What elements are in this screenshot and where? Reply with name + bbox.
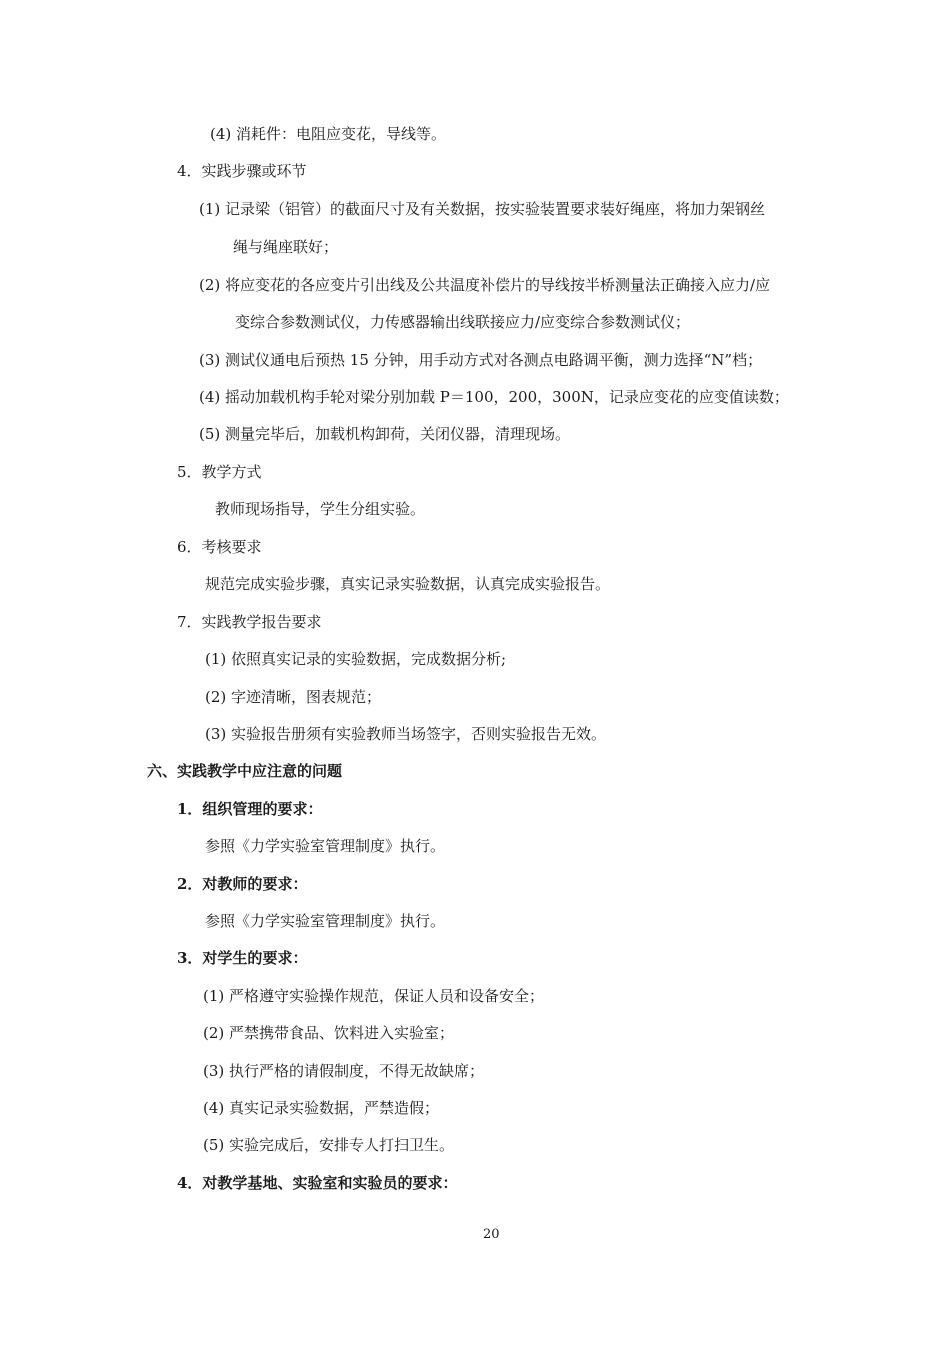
step-2-line-1: (2) 将应变花的各应变片引出线及公共温度补偿片的导线按半桥测量法正确接入应力/应 — [199, 276, 771, 294]
assessment-text: 规范完成实验步骤，真实记录实验数据，认真完成实验报告。 — [205, 575, 611, 593]
step-1-line-2: 绳与绳座联好； — [233, 238, 339, 256]
step-5: (5) 测量完毕后，加载机构卸荷，关闭仪器，清理现场。 — [199, 425, 571, 443]
teaching-method-heading: 5．教学方式 — [177, 463, 262, 481]
step-3: (3) 测试仪通电后预热 15 分钟，用手动方式对各测点电路调平衡，测力选择“N”档； — [199, 351, 763, 369]
assessment-heading: 6．考核要求 — [177, 538, 262, 556]
page-number: 20 — [483, 1227, 500, 1242]
step-2-line-2: 变综合参数测试仪，力传感器输出线联接应力/应变综合参数测试仪； — [235, 313, 691, 331]
section-6-title: 六、实践教学中应注意的问题 — [147, 762, 343, 780]
report-item-3: (3) 实验报告册须有实验教师当场签字，否则实验报告无效。 — [205, 725, 607, 743]
student-req-2: (2) 严禁携带食品、饮料进入实验室； — [203, 1024, 455, 1042]
student-req-heading: 3．对学生的要求： — [177, 949, 308, 967]
report-heading: 7．实践教学报告要求 — [177, 613, 322, 631]
org-management-heading: 1．组织管理的要求： — [177, 800, 323, 818]
steps-heading: 4．实践步骤或环节 — [177, 162, 307, 180]
report-item-2: (2) 字迹清晰，图表规范； — [205, 688, 382, 706]
student-req-1: (1) 严格遵守实验操作规范，保证人员和设备安全； — [203, 987, 545, 1005]
teaching-method-text: 教师现场指导，学生分组实验。 — [215, 500, 426, 518]
step-4: (4) 摇动加载机构手轮对梁分别加载 P＝100，200，300N，记录应变花的应变值读数； — [199, 388, 789, 406]
student-req-4: (4) 真实记录实验数据，严禁造假； — [203, 1099, 440, 1117]
report-item-1: (1) 依照真实记录的实验数据，完成数据分析; — [205, 650, 507, 668]
teacher-req-text: 参照《力学实验室管理制度》执行。 — [205, 912, 446, 930]
teacher-req-heading: 2．对教师的要求： — [177, 875, 308, 893]
base-lab-req-heading: 4．对教学基地、实验室和实验员的要求： — [177, 1174, 458, 1192]
student-req-5: (5) 实验完成后，安排专人打扫卫生。 — [203, 1136, 455, 1154]
student-req-3: (3) 执行严格的请假制度，不得无故缺席； — [203, 1062, 485, 1080]
step-1-line-1: (1) 记录梁（铝管）的截面尺寸及有关数据，按实验装置要求装好绳座，将加力架钢丝 — [199, 200, 766, 218]
org-management-text: 参照《力学实验室管理制度》执行。 — [205, 837, 446, 855]
consumables-item: (4) 消耗件：电阻应变花，导线等。 — [210, 125, 447, 143]
